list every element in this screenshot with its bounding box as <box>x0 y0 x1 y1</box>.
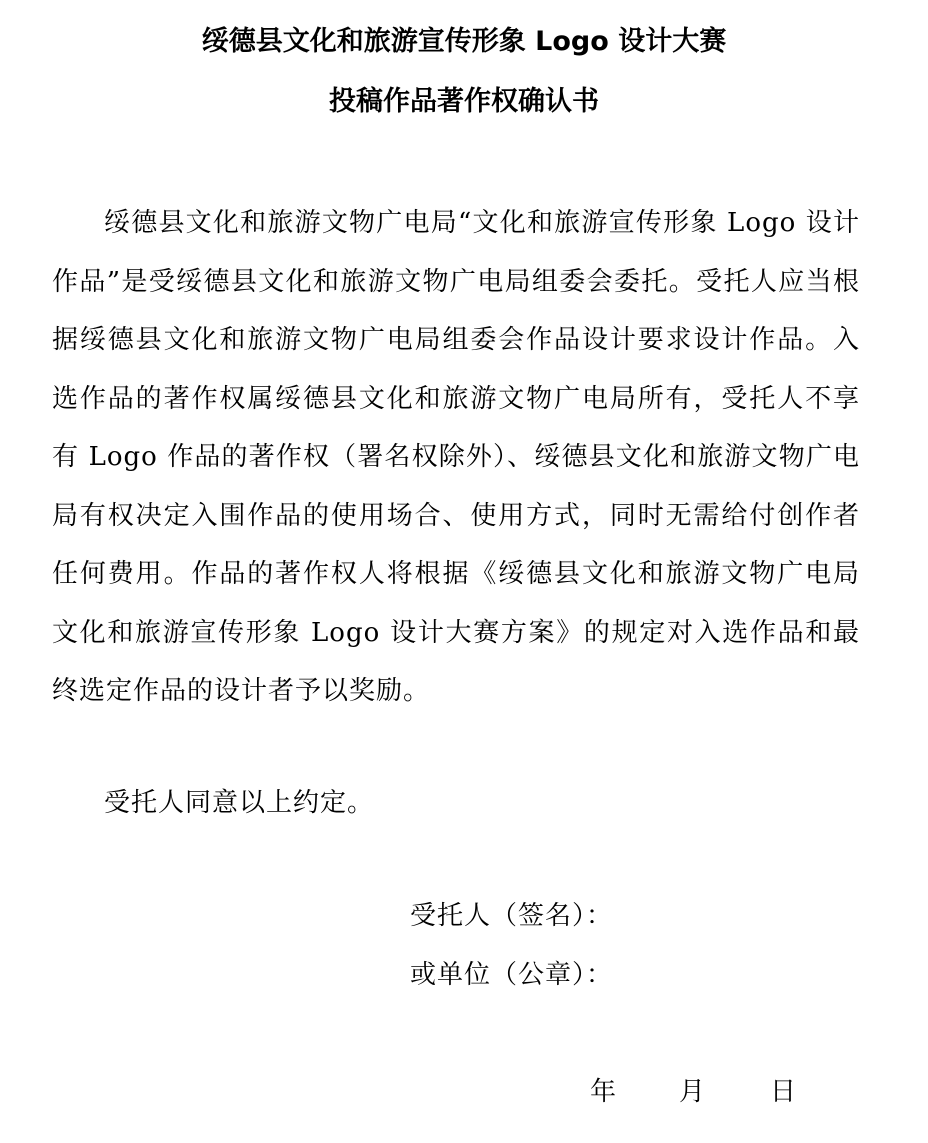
date-day-label: 日 <box>770 1077 797 1107</box>
agreement-statement: 受托人同意以上约定。 <box>104 788 375 818</box>
signature-label: 受托人（签名）： <box>410 901 614 931</box>
document-title-line-2: 投稿作品著作权确认书 <box>329 86 599 117</box>
body-paragraph: 绥德县文化和旅游文物广电局“文化和旅游宣传形象 Logo 设计作品”是受绥德县文化和旅游文物广电局组委会委托。受托人应当根据绥德县文化和旅游文物广电局组委会作品设计要求设计作品。入选作品的著作权属绥德县文化和旅游文物广电局所有，受托人不享有 Logo 作品的著作权（署名权除外）、绥德县文化和旅游文物广电局有权决定入围作品的使用场合、使用方式，同时无需给付创作者任何费用。作品的著作权人将根据《绥德县文化和旅游文物广电局文化和旅游宣传形象 Logo 设计大赛方案》的规定对入选作品和最终选定作品的设计者予以奖励。 <box>52 208 860 706</box>
date-month-label: 月 <box>679 1077 706 1107</box>
document-title-line-1: 绥德县文化和旅游宣传形象 Logo 设计大赛 <box>201 26 727 57</box>
seal-label: 或单位（公章）： <box>410 960 614 990</box>
date-year-label: 年 <box>590 1077 617 1107</box>
